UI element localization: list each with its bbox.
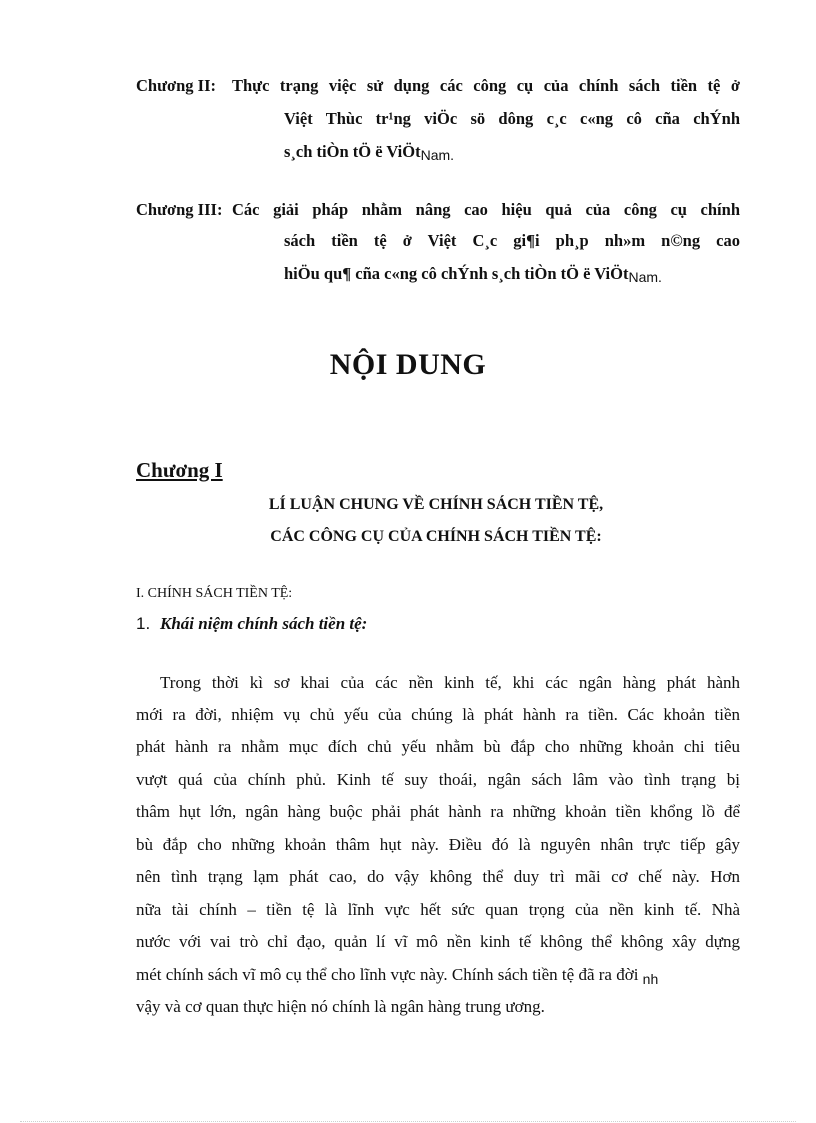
item-number: 1. [136,614,151,633]
paragraph-line: vượt quá của chính phủ. Kinh tế suy thoái, ngân sách lâm vào tình trạng bị [136,770,740,789]
chapter-title-line: LÍ LUẬN CHUNG VỀ CHÍNH SÁCH TIỀN TỆ, [268,496,604,513]
toc-line: Thực trạng việc sử dụng các công cụ của chính sách tiền tệ ở [232,76,740,95]
toc-line-tail: Nam. [628,269,662,285]
page-footer-divider [20,1121,796,1122]
paragraph-line: nữa tài chính – tiền tệ là lĩnh vực hết sức quan trọng của nền kinh tế. Nhà [136,900,740,919]
item-label: Khái niệm chính sách tiền tệ: [160,614,368,633]
paragraph-line: phát hành ra nhằm mục đích chủ yếu nhằm bù đắp cho những khoản chi tiêu [136,737,740,756]
toc-line: Các giải pháp nhằm nâng cao hiệu quả của công cụ chính [232,200,740,219]
chapter-title-line: CÁC CÔNG CỤ CỦA CHÍNH SÁCH TIỀN TỆ: [270,528,602,545]
toc-line [284,264,740,284]
numbered-item [136,614,368,634]
chapter-label: Chương I [136,458,223,482]
toc-line-text: s¸ch tiÒn tÖ ë ViÖt [284,142,421,161]
toc-line [284,142,740,162]
toc-chapter-label: Chương III: [136,200,223,219]
paragraph-line: thâm hụt lớn, ngân hàng buộc phải phát hành ra những khoản tiền khổng lồ để [136,802,740,821]
toc-line: Việt Thùc tr¹ng viÖc sö dông c¸c c«ng cô cña chÝnh [284,109,740,128]
page-title: NỘI DUNG [329,348,487,381]
paragraph-line: nước với vai trò chỉ đạo, quản lí vĩ mô nền kinh tế không thể không xây dựng [136,932,740,951]
paragraph-stray-text: nh [642,971,659,987]
paragraph-line: vậy và cơ quan thực hiện nó chính là ngân hàng trung ương. [136,997,545,1016]
toc-line-text: hiÖu qu¶ cña c«ng cô chÝnh s¸ch tiÒn tÖ ë ViÖt [284,264,629,283]
paragraph-line: Trong thời kì sơ khai của các nền kinh tế, khi các ngân hàng phát hành [160,673,740,692]
paragraph-line: mới ra đời, nhiệm vụ chủ yếu của chúng là phát hành ra tiền. Các khoản tiền [136,705,740,724]
paragraph-line: bù đắp cho những khoản thâm hụt này. Điều đó là nguyên nhân trực tiếp gây [136,835,740,854]
paragraph-line-text: mét chính sách vĩ mô cụ thể cho lĩnh vực này. Chính sách tiền tệ đã ra đời [136,965,639,984]
section-heading: I. CHÍNH SÁCH TIỀN TỆ: [136,586,293,601]
toc-chapter-label: Chương II: [136,76,217,95]
paragraph-line [136,965,740,985]
toc-line-tail: Nam. [420,147,455,163]
paragraph-line: nên tình trạng lạm phát cao, do vậy không thể duy trì mãi cơ chế này. Hơn [136,867,740,886]
toc-line: sách tiền tệ ở Việt C¸c gi¶i ph¸p nh»m n©ng cao [284,231,740,250]
